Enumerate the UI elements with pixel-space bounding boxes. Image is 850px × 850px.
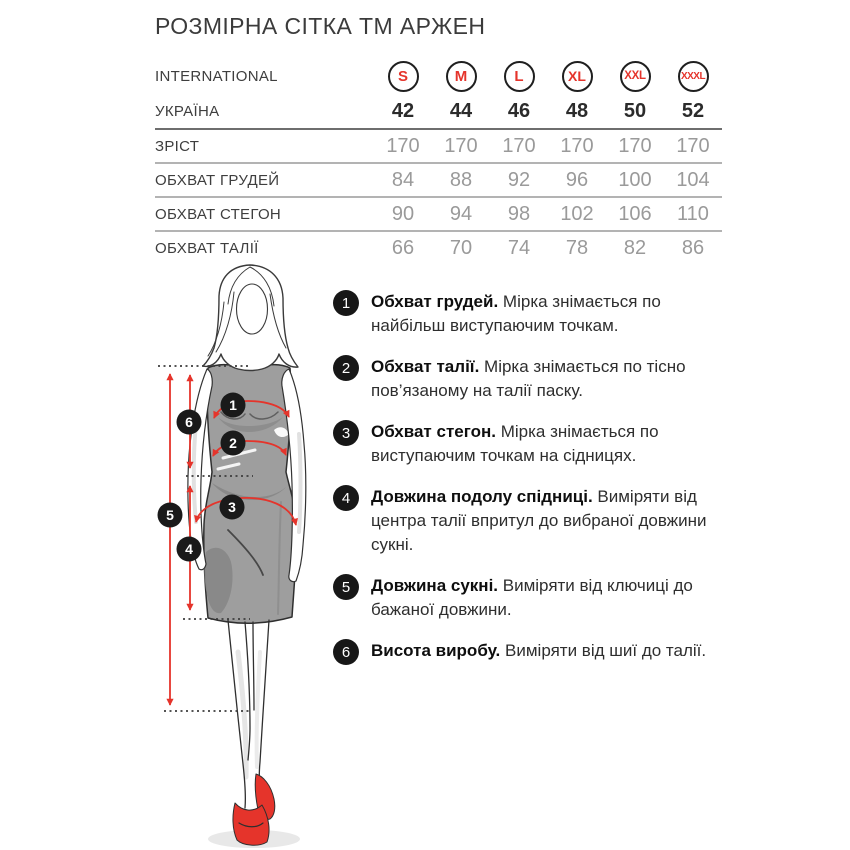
ukraine-size: 44: [449, 99, 473, 122]
legend-text: Обхват талії. Мірка знімається по тісно пов’язаному на талії паску.: [371, 357, 686, 400]
ukraine-size: 50: [623, 99, 647, 122]
table-value: 110: [677, 202, 709, 225]
ukraine-size: 52: [681, 99, 705, 122]
table-value: 92: [507, 168, 531, 191]
table-value: 170: [560, 134, 594, 157]
table-row-chest: [155, 162, 722, 196]
table-row-hips: [155, 196, 722, 230]
table-value: 66: [391, 236, 415, 259]
ukraine-label: УКРАЇНА: [155, 102, 220, 120]
dress: [204, 365, 296, 624]
table-value: 82: [623, 236, 647, 259]
legend-item-2: [333, 355, 725, 403]
size-table: [155, 58, 722, 264]
ukraine-size: 46: [507, 99, 531, 122]
table-value: 170: [676, 134, 710, 157]
legend-text: Довжина подолу спідниці. Виміряти від центра талії впритул до вибраної довжини сукні.: [371, 487, 707, 554]
row-label: ОБХВАТ СТЕГОН: [155, 205, 282, 223]
number-badge: 1: [333, 290, 359, 316]
table-row-international: [155, 58, 722, 94]
number-badge: 2: [333, 355, 359, 381]
measurement-legend: [333, 290, 725, 682]
table-value: 74: [507, 236, 531, 259]
row-label: ОБХВАТ ТАЛІЇ: [155, 239, 259, 257]
legend-text: Обхват грудей. Мірка знімається по найбільш виступаючим точкам.: [371, 292, 661, 335]
table-row-waist: [155, 230, 722, 264]
size-badge-s: S: [388, 61, 419, 92]
table-value: 106: [618, 202, 652, 225]
badge-number: 2: [229, 435, 237, 451]
legend-item-1: [333, 290, 725, 338]
ukraine-size: 48: [565, 99, 589, 122]
badge-number: 6: [185, 414, 193, 430]
legend-item-6: [333, 639, 725, 665]
table-value: 102: [560, 202, 594, 225]
badge-number: 4: [185, 541, 193, 557]
size-badge-xxl: XXL: [620, 61, 651, 92]
badge-number: 1: [229, 397, 237, 413]
number-badge: 6: [333, 639, 359, 665]
legend-item-4: [333, 485, 725, 557]
size-badge-l: L: [504, 61, 535, 92]
table-value: 78: [565, 236, 589, 259]
table-value: 86: [681, 236, 705, 259]
table-value: 100: [618, 168, 652, 191]
table-value: 98: [507, 202, 531, 225]
legend-text: Довжина сукні. Виміряти від ключиці до бажаної довжини.: [371, 576, 693, 619]
legend-text: Висота виробу. Виміряти від шиї до талії.: [371, 641, 707, 660]
number-badge: 3: [333, 420, 359, 446]
legend-item-3: [333, 420, 725, 468]
legend-text: Обхват стегон. Мірка знімається по виступаючим точкам на сідницях.: [371, 422, 659, 465]
table-value: 170: [386, 134, 420, 157]
ukraine-size: 42: [391, 99, 415, 122]
legend-item-5: [333, 574, 725, 622]
size-badge-m: M: [446, 61, 477, 92]
figure-illustration: [150, 262, 346, 850]
badge-number: 5: [166, 507, 174, 523]
table-value: 170: [444, 134, 478, 157]
page-title: РОЗМІРНА СІТКА ТМ АРЖЕН: [155, 13, 486, 39]
face: [237, 284, 268, 334]
table-value: 90: [391, 202, 415, 225]
table-row-ukraine: [155, 94, 722, 130]
international-label: INTERNATIONAL: [155, 67, 278, 85]
table-value: 88: [449, 168, 473, 191]
red-heels: [233, 774, 275, 845]
size-badge-xxxl: XXXL: [678, 61, 709, 92]
table-value: 104: [676, 168, 710, 191]
number-badge: 5: [333, 574, 359, 600]
table-value: 96: [565, 168, 589, 191]
table-value: 170: [618, 134, 652, 157]
badge-number: 3: [228, 499, 236, 515]
size-badge-xl: XL: [562, 61, 593, 92]
table-value: 94: [449, 202, 473, 225]
row-label: ЗРІСТ: [155, 137, 200, 155]
woman-sketch: [188, 265, 306, 848]
table-row-height: [155, 130, 722, 162]
row-label: ОБХВАТ ГРУДЕЙ: [155, 171, 280, 189]
table-value: 84: [391, 168, 415, 191]
table-value: 70: [449, 236, 473, 259]
table-value: 170: [502, 134, 536, 157]
number-badge: 4: [333, 485, 359, 511]
